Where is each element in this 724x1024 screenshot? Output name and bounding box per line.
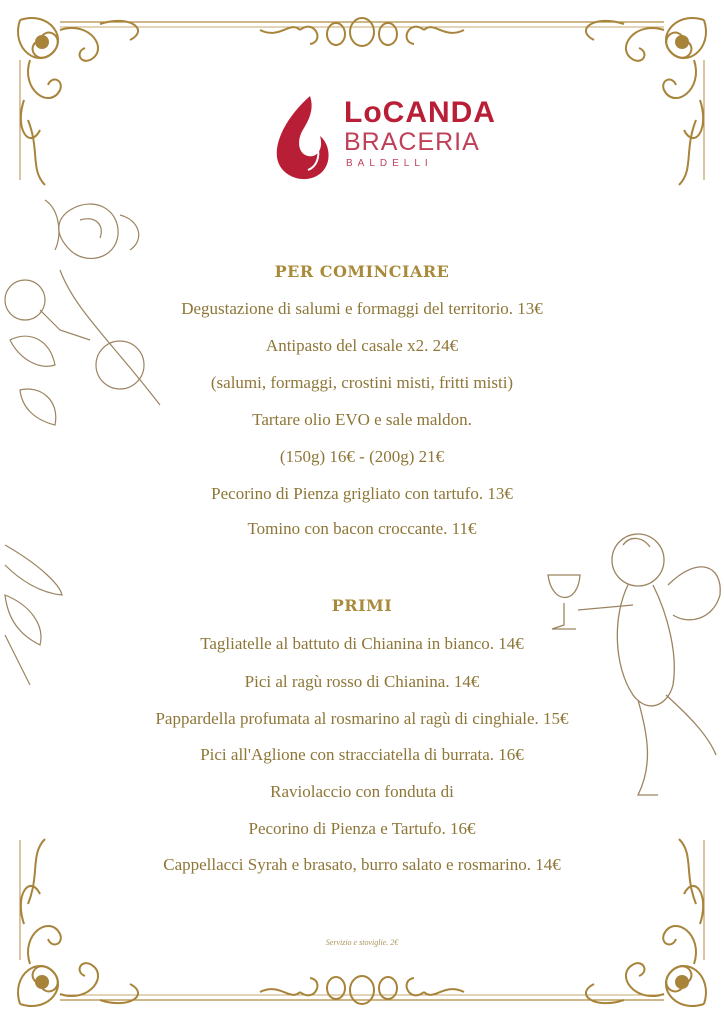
menu-item: (salumi, formaggi, crostini misti, fritti misti): [210, 373, 514, 392]
brand-name-line3: BALDELLI: [346, 158, 433, 169]
menu-item: Pappardella profumata al rosmarino al ragù di cinghiale. 15€: [155, 709, 569, 728]
section-title-primi: PRIMI: [331, 596, 393, 615]
brand-wordmark: [344, 98, 496, 169]
corner-ornament-top-left: [18, 18, 138, 185]
menu-item: Raviolaccio con fonduta di: [270, 782, 454, 801]
section-title-per-cominciare: PER COMINCIARE: [274, 262, 450, 281]
flame-icon: [274, 94, 336, 184]
menu-item: Pecorino di Pienza grigliato con tartufo. 13€: [211, 484, 513, 503]
menu-item: Pecorino di Pienza e Tartufo. 16€: [248, 819, 476, 838]
corner-ornament-top-right: [586, 18, 706, 185]
menu-item: Tartare olio EVO e sale maldon.: [252, 410, 472, 429]
menu-item: Pici al ragù rosso di Chianina. 14€: [244, 672, 480, 691]
menu-item: Antipasto del casale x2. 24€: [265, 336, 459, 355]
menu-item: Pici all'Aglione con stracciatella di burrata. 16€: [200, 745, 524, 764]
menu-item: Tagliatelle al battuto di Chianina in bianco. 14€: [200, 634, 524, 653]
service-charge-note: Servizio e stoviglie. 2€: [325, 938, 399, 947]
menu-item: Tomino con bacon croccante. 11€: [247, 519, 477, 538]
menu-item: Cappellacci Syrah e brasato, burro salato e rosmarino. 14€: [163, 855, 561, 874]
leaf-illustration: [0, 535, 70, 695]
brand-name-line1: LoCANDA: [344, 96, 496, 129]
brand-name-line2: BRACERIA: [344, 128, 480, 156]
menu-item: (150g) 16€ - (200g) 21€: [279, 447, 445, 466]
menu-item: Degustazione di salumi e formaggi del territorio. 13€: [181, 299, 543, 318]
